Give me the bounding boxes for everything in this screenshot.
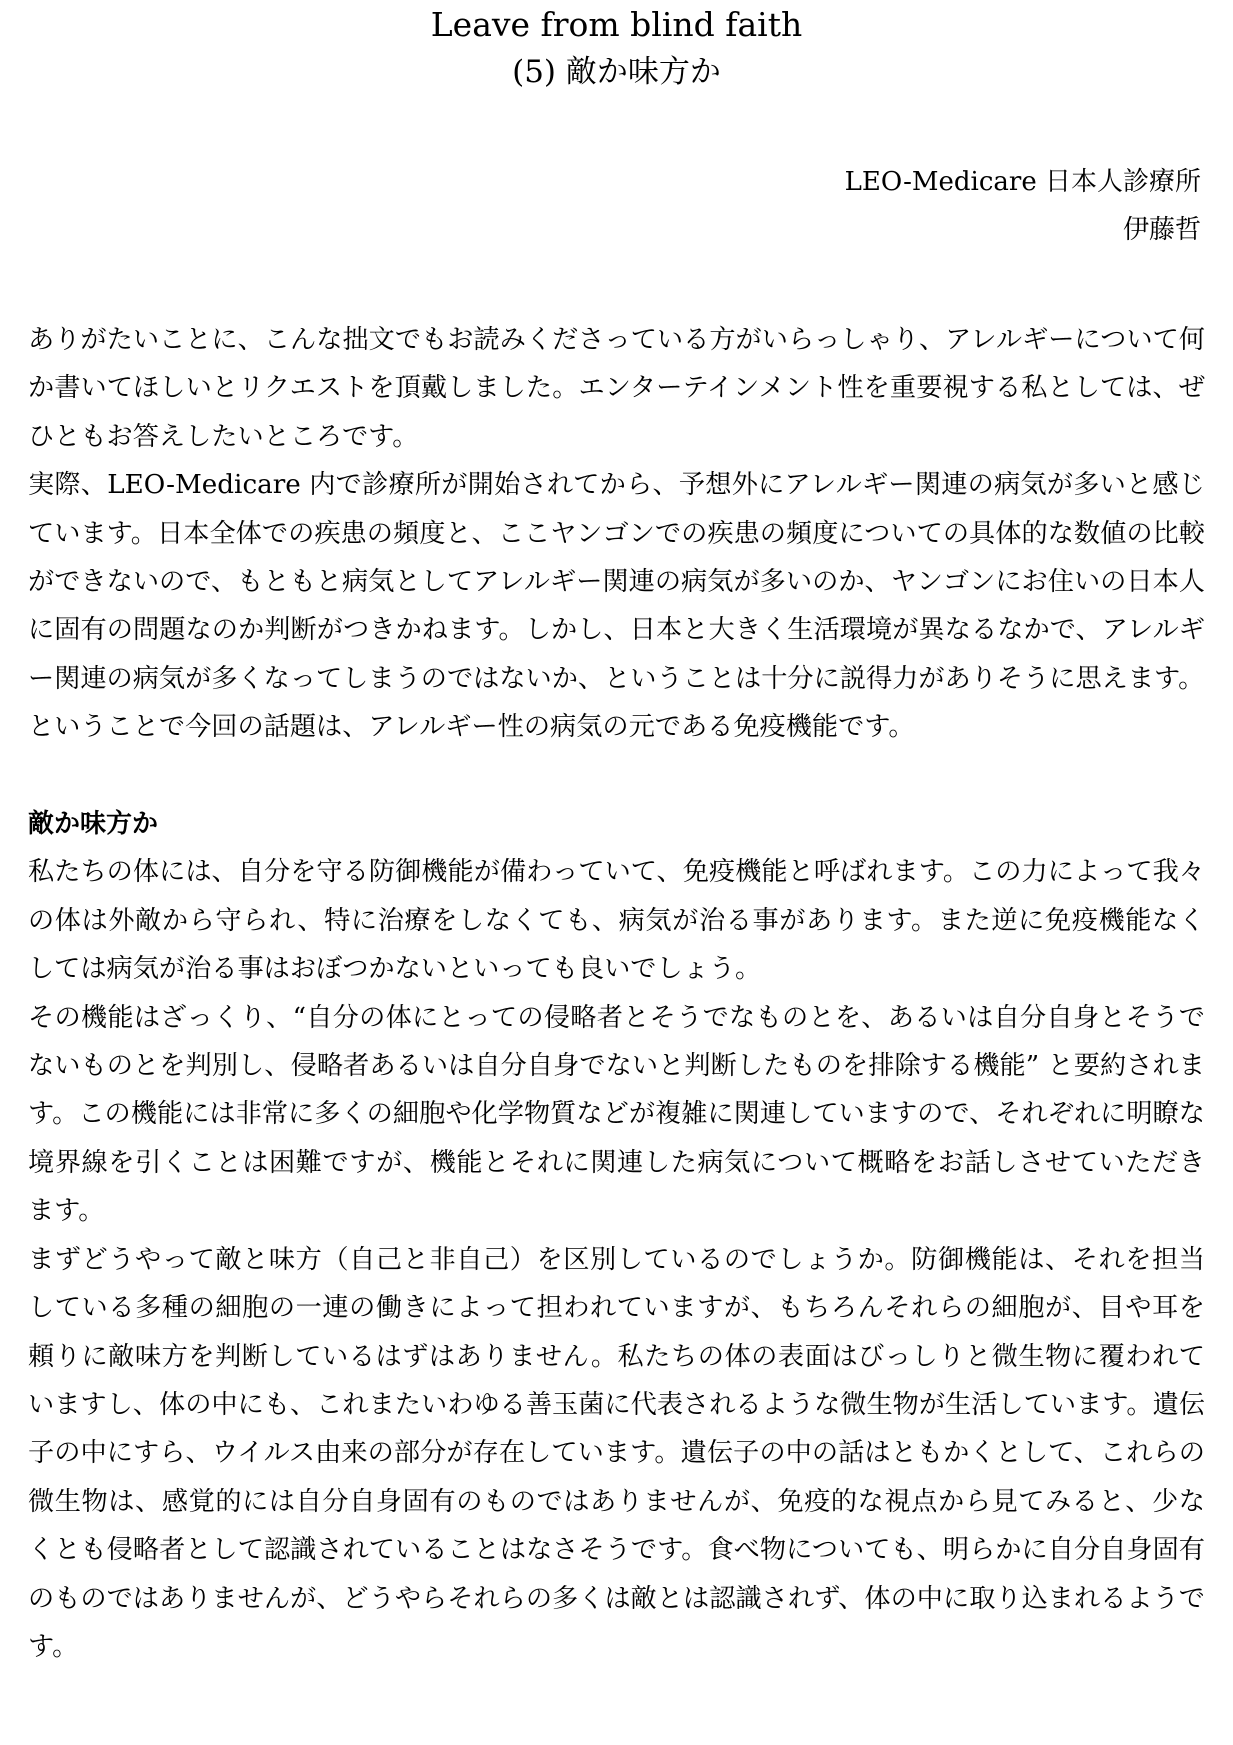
paragraph-spacer bbox=[28, 752, 1205, 800]
section-heading: 敵か味方か bbox=[28, 809, 159, 840]
document-body bbox=[28, 316, 1205, 1671]
section-paragraph: その機能はざっくり、“自分の体にとっての侵略者とそうでなものとを、あるいは自分自身とそうでないものとを判別し、侵略者あるいは自分自身でないと判断したものを排除する機能” と要約されます。この機能には非常に多くの細胞や化学物質などが複雑に関連していますので、それぞれに明瞭な境界線を引くことは困難ですが、機能とそれに関連した病気について概略をお話しさせていただきます。 bbox=[28, 1002, 1205, 1227]
author-name: 伊藤哲 bbox=[1122, 215, 1201, 245]
section-paragraph: 私たちの体には、自分を守る防御機能が備わっていて、免疫機能と呼ばれます。この力によって我々の体は外敵から守られ、特に治療をしなくても、病気が治る事があります。また逆に免疫機能なくしては病気が治る事はおぼつかないといっても良いでしょう。 bbox=[28, 857, 1205, 985]
section-paragraph: まずどうやって敵と味方（自己と非自己）を区別しているのでしょうか。防御機能は、それを担当している多種の細胞の一連の働きによって担われていますが、もちろんそれらの細胞が、目や耳を頼りに敵味方を判断しているはずはありません。私たちの体の表面はびっしりと微生物に覆われていますし、体の中にも、これまたいわゆる善玉菌に代表されるような微生物が生活しています。遺伝子の中にすら、ウイルス由来の部分が存在しています。遺伝子の中の話はともかくとして、これらの微生物は、感覚的には自分自身固有のものではありませんが、免疫的な視点から見てみると、少なくとも侵略者として認識されていることはなさそうです。食べ物についても、明らかに自分自身固有のものではありませんが、どうやらそれらの多くは敵とは認識されず、体の中に取り込まれるようです。 bbox=[28, 1244, 1205, 1662]
document-title: Leave from blind faith bbox=[430, 5, 803, 44]
author-affiliation: LEO-Medicare 日本人診療所 bbox=[844, 167, 1201, 197]
intro-paragraph: ということで今回の話題は、アレルギー性の病気の元である免疫機能です。 bbox=[28, 712, 915, 743]
intro-paragraph: 実際、LEO-Medicare 内で診療所が開始されてから、予想外にアレルギー関連の病気が多いと感じています。日本全体での疾患の頻度と、ここヤンゴンでの疾患の頻度についての具体的な数値の比較ができないので、もともと病気としてアレルギー関連の病気が多いのか、ヤンゴンにお住いの日本人に固有の問題なのか判断がつきかねます。しかし、日本と大きく生活環境が異なるなかで、アレルギー関連の病気が多くなってしまうのではないか、ということは十分に説得力がありそうに思えます。 bbox=[28, 470, 1205, 694]
author-block bbox=[28, 158, 1205, 254]
document-subtitle: (5) 敵か味方か bbox=[512, 54, 721, 90]
intro-paragraph: ありがたいことに、こんな拙文でもお読みくださっている方がいらっしゃり、アレルギーについて何か書いてほしいとリクエストを頂戴しました。エンターテインメント性を重要視する私としては、ぜひともお答えしたいところです。 bbox=[28, 325, 1205, 452]
